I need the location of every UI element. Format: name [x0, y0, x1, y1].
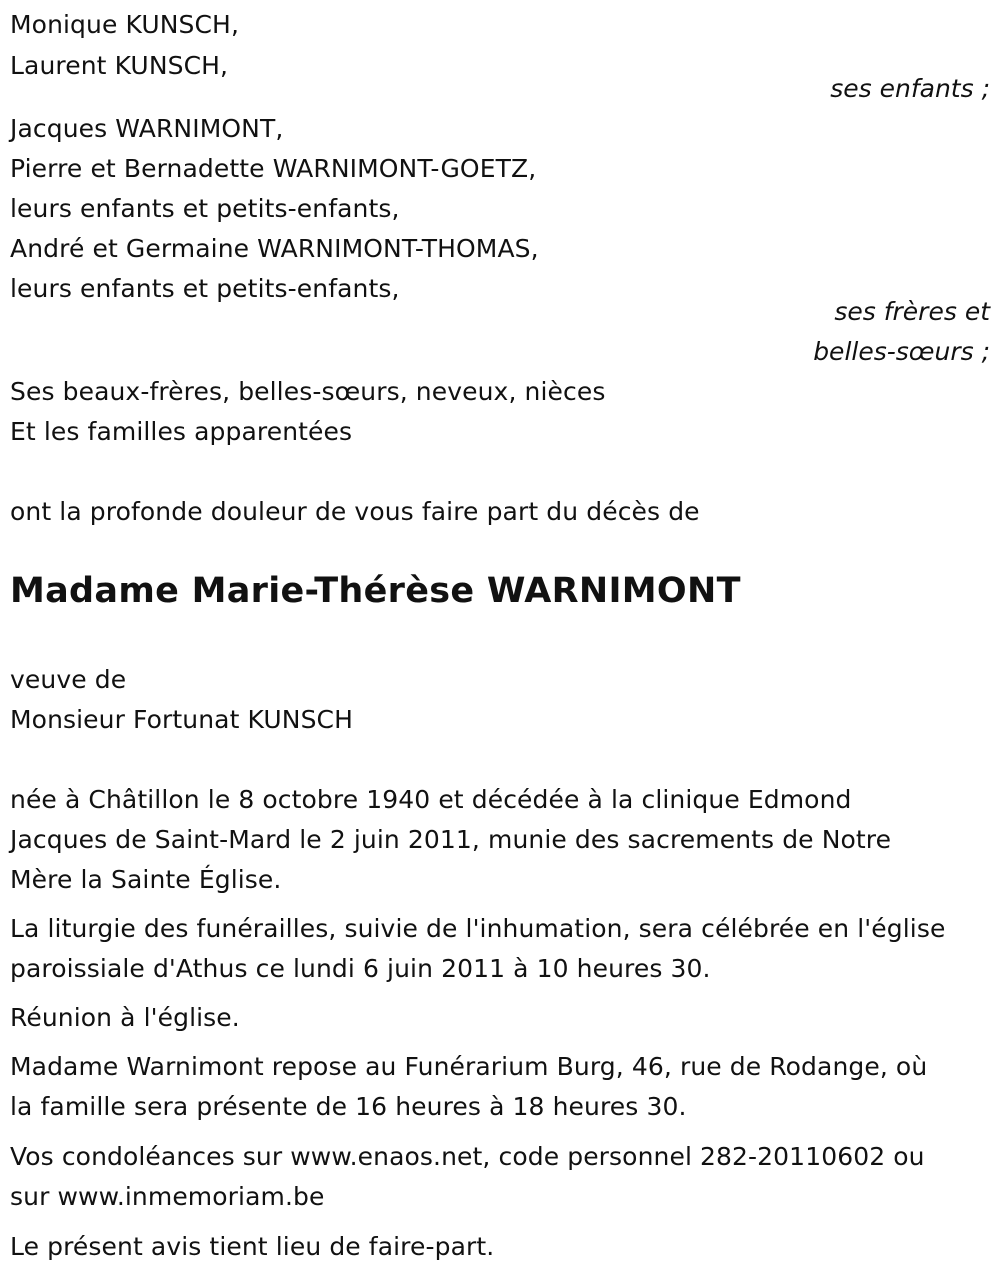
closing-text: Le présent avis tient lieu de faire-part. — [10, 1232, 495, 1261]
announcement-text: ont la profonde douleur de vous faire part du décès de — [10, 497, 700, 526]
birth-death-line: Mère la Sainte Église. — [10, 865, 282, 894]
child-name: Laurent KUNSCH, — [10, 51, 229, 80]
spouse-line: veuve de — [10, 665, 127, 694]
siblings-role-label: belles-sœurs ; — [813, 337, 990, 366]
sibling-line: leurs enfants et petits-enfants, — [10, 274, 400, 303]
children-role-label: ses enfants ; — [830, 74, 990, 103]
deceased-name: Madame Marie-Thérèse WARNIMONT — [10, 571, 741, 611]
sibling-line: André et Germaine WARNIMONT-THOMAS, — [10, 234, 539, 263]
sibling-line: leurs enfants et petits-enfants, — [10, 194, 400, 223]
funeral-line: La liturgie des funérailles, suivie de l'inhumation, sera célébrée en l'église — [10, 914, 946, 943]
extended-family-line: Et les familles apparentées — [10, 417, 353, 446]
sibling-line: Jacques WARNIMONT, — [10, 114, 284, 143]
condolences-line: Vos condoléances sur www.enaos.net, code personnel 282-20110602 ou — [10, 1142, 925, 1171]
extended-family-line: Ses beaux-frères, belles-sœurs, neveux, nièces — [10, 377, 606, 406]
funeral-line: paroissiale d'Athus ce lundi 6 juin 2011 à 10 heures 30. — [10, 954, 711, 983]
birth-death-line: Jacques de Saint-Mard le 2 juin 2011, munie des sacrements de Notre — [10, 825, 892, 854]
birth-death-line: née à Châtillon le 8 octobre 1940 et décédée à la clinique Edmond — [10, 785, 852, 814]
repose-line: la famille sera présente de 16 heures à 18 heures 30. — [10, 1092, 687, 1121]
sibling-line: Pierre et Bernadette WARNIMONT-GOETZ, — [10, 154, 537, 183]
spouse-line: Monsieur Fortunat KUNSCH — [10, 705, 354, 734]
meeting-text: Réunion à l'église. — [10, 1003, 240, 1032]
siblings-role-label: ses frères et — [834, 297, 990, 326]
condolences-line: sur www.inmemoriam.be — [10, 1182, 325, 1211]
repose-line: Madame Warnimont repose au Funérarium Burg, 46, rue de Rodange, où — [10, 1052, 928, 1081]
child-name: Monique KUNSCH, — [10, 10, 239, 39]
